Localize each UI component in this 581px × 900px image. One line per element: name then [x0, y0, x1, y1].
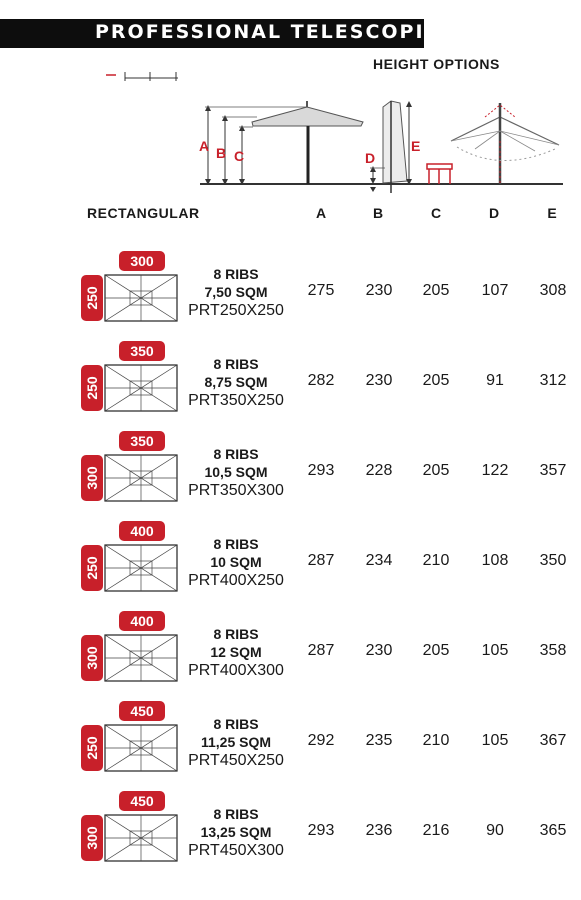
diagram-label-a: A [199, 138, 210, 154]
height-options-heading: HEIGHT OPTIONS [373, 56, 500, 72]
value-e: 365 [539, 822, 567, 839]
table-row [0, 431, 581, 521]
depth-badge [81, 275, 103, 321]
table-row [0, 701, 581, 791]
table-title: RECTANGULAR [87, 205, 200, 221]
column-header-a: A [315, 205, 327, 221]
value-b: 235 [365, 732, 393, 749]
ribs-label: 8 RIBS [213, 626, 259, 642]
value-d: 107 [481, 282, 509, 299]
diagram-label-c: C [234, 148, 245, 164]
value-e: 357 [539, 462, 567, 479]
height-options-diagram [195, 95, 570, 200]
product-code: PRT450X250 [188, 752, 284, 769]
ribs-label: 8 RIBS [213, 446, 259, 462]
width-badge: 450 [119, 791, 165, 811]
area-label: 10,5 SQM [204, 464, 268, 480]
value-a: 293 [307, 822, 335, 839]
product-code: PRT250X250 [188, 302, 284, 319]
value-e: 367 [539, 732, 567, 749]
ribs-label: 8 RIBS [213, 356, 259, 372]
area-label: 10 SQM [210, 554, 262, 570]
value-a: 287 [307, 552, 335, 569]
table-row [0, 521, 581, 611]
value-c: 205 [422, 282, 450, 299]
table-row [0, 611, 581, 701]
ribs-label: 8 RIBS [213, 266, 259, 282]
depth-badge-label: 300 [84, 646, 100, 670]
width-badge: 450 [119, 701, 165, 721]
value-e: 308 [539, 282, 567, 299]
depth-badge-label: 250 [84, 286, 100, 310]
depth-badge-label: 300 [84, 826, 100, 850]
column-header-c: C [430, 205, 442, 221]
closed-umbrella-illustration [383, 101, 407, 193]
value-b: 230 [365, 642, 393, 659]
ribs-label: 8 RIBS [213, 806, 259, 822]
depth-badge [81, 725, 103, 771]
diagram-label-d: D [365, 150, 376, 166]
value-a: 293 [307, 462, 335, 479]
value-e: 358 [539, 642, 567, 659]
value-b: 228 [365, 462, 393, 479]
column-header-b: B [372, 205, 384, 221]
area-label: 11,25 SQM [200, 734, 272, 750]
depth-badge-label: 250 [84, 376, 100, 400]
value-a: 287 [307, 642, 335, 659]
product-code: PRT400X250 [188, 572, 284, 589]
ribs-label: 8 RIBS [213, 536, 259, 552]
depth-badge-label: 250 [84, 736, 100, 760]
value-d: 105 [481, 642, 509, 659]
value-a: 292 [307, 732, 335, 749]
product-code: PRT450X300 [188, 842, 284, 859]
open-umbrella-side-illustration [252, 101, 363, 184]
width-badge: 400 [119, 611, 165, 631]
value-b: 230 [365, 372, 393, 389]
product-code: PRT400X300 [188, 662, 284, 679]
partial-dimension-mark [100, 70, 180, 82]
value-d: 91 [486, 372, 504, 389]
depth-badge-label: 300 [84, 466, 100, 490]
page-title: PROFESSIONAL TELESCOPICO [95, 21, 459, 43]
value-b: 230 [365, 282, 393, 299]
width-badge: 350 [119, 431, 165, 451]
value-e: 312 [539, 372, 567, 389]
value-c: 205 [422, 642, 450, 659]
depth-badge [81, 635, 103, 681]
value-d: 122 [481, 462, 509, 479]
product-code: PRT350X250 [188, 392, 284, 409]
value-a: 282 [307, 372, 335, 389]
value-c: 210 [422, 552, 450, 569]
area-label: 7,50 SQM [204, 284, 268, 300]
diagram-label-e: E [411, 138, 421, 154]
value-b: 236 [365, 822, 393, 839]
table-row [0, 341, 581, 431]
width-badge: 400 [119, 521, 165, 541]
value-c: 205 [422, 372, 450, 389]
value-e: 350 [539, 552, 567, 569]
value-c: 205 [422, 462, 450, 479]
area-label: 8,75 SQM [204, 374, 268, 390]
diagram-label-b: B [216, 145, 227, 161]
value-d: 105 [481, 732, 509, 749]
product-code: PRT350X300 [188, 482, 284, 499]
table-row [0, 791, 581, 881]
value-a: 275 [307, 282, 335, 299]
value-c: 210 [422, 732, 450, 749]
area-label: 13,25 SQM [200, 824, 272, 840]
table-row [0, 251, 581, 341]
column-header-e: E [547, 205, 557, 221]
area-label: 12 SQM [210, 644, 262, 660]
column-header-d: D [488, 205, 500, 221]
depth-badge [81, 545, 103, 591]
depth-badge [81, 365, 103, 411]
width-badge: 350 [119, 341, 165, 361]
umbrella-frame-illustration [451, 103, 559, 184]
depth-badge [81, 815, 103, 861]
ribs-label: 8 RIBS [213, 716, 259, 732]
width-badge: 300 [119, 251, 165, 271]
value-b: 234 [365, 552, 393, 569]
value-d: 108 [481, 552, 509, 569]
table-illustration [427, 164, 452, 184]
depth-badge [81, 455, 103, 501]
value-d: 90 [486, 822, 504, 839]
depth-badge-label: 250 [84, 556, 100, 580]
value-c: 216 [422, 822, 450, 839]
